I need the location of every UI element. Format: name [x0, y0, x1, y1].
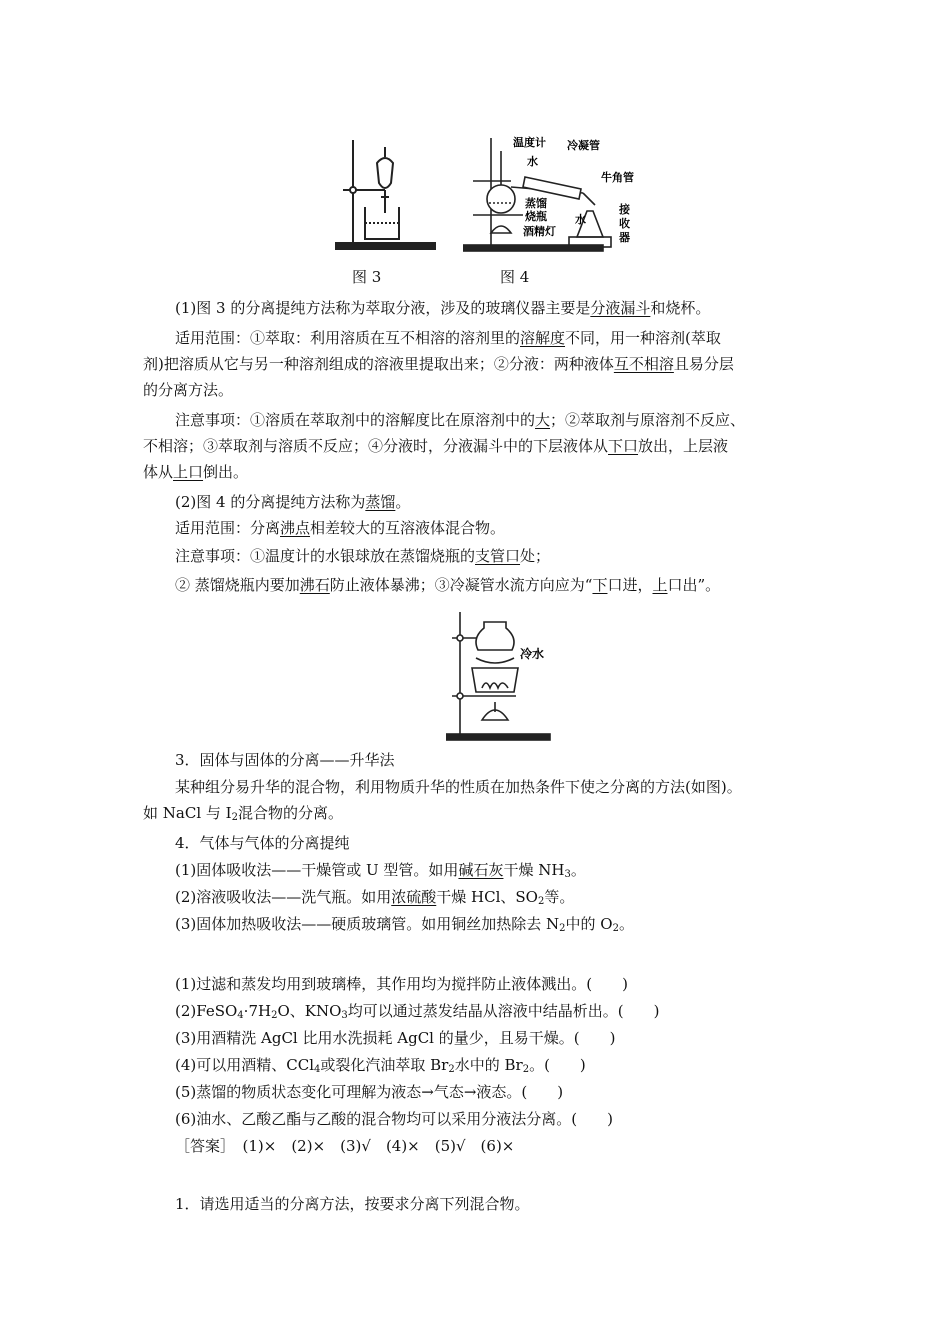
- fig4-label-water-bottom: 水: [575, 213, 586, 226]
- question-5: (5)蒸馏的物质状态变化可理解为液态→气态→液态。( ): [175, 1083, 564, 1101]
- question-6: (6)油水、乙酸乙酯与乙酸的混合物均可以采用分液法分离。( ): [175, 1110, 613, 1128]
- fig4-label-thermometer: 温度计: [513, 136, 546, 149]
- para-gas-method2: (2)溶液吸收法——洗气瓶。如用浓硫酸干燥 HCl、$SO_2$等。: [175, 888, 575, 907]
- para-distillation-notes2: ② 蒸馏烧瓶内要加沸石防止液体暴沸；③冷凝管水流方向应为“下口进，上口出”。: [175, 576, 721, 594]
- figure-3-caption: 图 3: [352, 268, 382, 286]
- fig4-label-receiver1: 接: [619, 203, 630, 216]
- fig4-label-flask1: 蒸馏: [525, 197, 547, 210]
- fig4-label-receiver2: 收: [619, 217, 630, 230]
- figure-4-caption: 图 4: [500, 268, 530, 286]
- answer-key: ［答案］ (1)× (2)× (3)√ (4)× (5)√ (6)×: [175, 1137, 515, 1155]
- para-scope-line2: 剂)把溶质从它与另一种溶剂组成的溶液里提取出来；②分液：两种液体互不相溶且易分层: [143, 355, 734, 373]
- figure-3-separatory-funnel: [335, 135, 445, 255]
- para-scope-line3: 的分离方法。: [143, 381, 234, 399]
- para-scope-line1: 适用范围：①萃取：利用溶质在互不相溶的溶剂里的溶解度不同，用一种溶剂(萃取: [175, 329, 721, 347]
- figure-sublimation-apparatus: [446, 608, 556, 743]
- para-extraction-method: (1)图 3 的分离提纯方法称为萃取分液，涉及的玻璃仪器主要是分液漏斗和烧杯。: [175, 299, 711, 317]
- question-1: (1)过滤和蒸发均用到玻璃棒，其作用均为搅拌防止液体溅出。( ): [175, 975, 628, 993]
- para-notes-line1: 注意事项：①溶质在萃取剂中的溶解度比在原溶剂中的大；②萃取剂与原溶剂不反应、: [175, 411, 746, 429]
- heading-gas-separation: 4．气体与气体的分离提纯: [175, 834, 350, 852]
- para-distillation-scope: 适用范围：分离沸点相差较大的互溶液体混合物。: [175, 519, 506, 537]
- fig4-label-receiver3: 器: [619, 231, 630, 244]
- para-sublimation-line2: 如 NaCl 与 $I_2$混合物的分离。: [143, 804, 343, 823]
- fig4-label-adapter: 牛角管: [601, 171, 634, 184]
- para-distillation: (2)图 4 的分离提纯方法称为蒸馏。: [175, 493, 411, 511]
- para-gas-method3: (3)固体加热吸收法——硬质玻璃管。如用铜丝加热除去 $N_2$中的 $O_2$。: [175, 915, 634, 934]
- fig4-label-flask2: 烧瓶: [525, 210, 547, 223]
- fig4-label-condenser: 冷凝管: [567, 139, 600, 152]
- para-gas-method1: (1)固体吸收法——干燥管或 U 型管。如用碱石灰干燥 $NH_3$。: [175, 861, 586, 880]
- para-sublimation-line1: 某种组分易升华的混合物，利用物质升华的性质在加热条件下使之分离的方法(如图)。: [175, 778, 742, 796]
- question-3: (3)用酒精洗 AgCl 比用水洗损耗 AgCl 的量少，且易干燥。( ): [175, 1029, 616, 1047]
- fig4-label-water-top: 水: [527, 155, 538, 168]
- question-4: (4)可以用酒精、CCl$_4$或裂化汽油萃取 $Br_2$水中的 $Br_2$。( ): [175, 1056, 586, 1075]
- sublimation-label-cold-water: 冷水: [520, 647, 545, 661]
- figure-4-distillation-apparatus: [463, 133, 653, 255]
- heading-sublimation: 3．固体与固体的分离——升华法: [175, 751, 395, 769]
- fig4-label-lamp: 酒精灯: [523, 225, 556, 238]
- para-notes-line3: 体从上口倒出。: [143, 463, 249, 481]
- para-distillation-notes1: 注意事项：①温度计的水银球放在蒸馏烧瓶的支管口处；: [175, 547, 551, 565]
- para-notes-line2: 不相溶；③萃取剂与溶质不反应；④分液时，分液漏斗中的下层液体从下口放出，上层液: [143, 437, 729, 455]
- exercise-1: 1．请选用适当的分离方法，按要求分离下列混合物。: [175, 1195, 530, 1213]
- question-2: $(2)FeSO_4\cdot 7H_2O$、$KNO_3$均可以通过蒸发结晶从溶液中结晶析出。( ): [175, 1002, 660, 1021]
